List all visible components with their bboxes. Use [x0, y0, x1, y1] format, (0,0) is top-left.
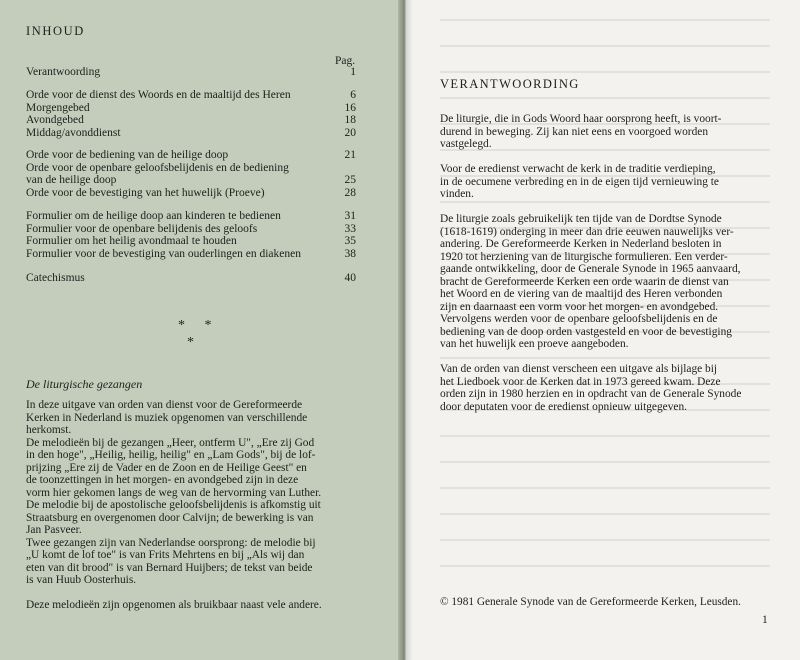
verantwoording-paragraph-4: Van de orden van dienst verscheen een uitgave als bijlage bij het Liedboek voor de Kerken dat in 1973 gereed kwam. Deze orden zijn in 1980 herzien en in opdracht van de Generale Synode door deputaten voor de eredienst opnieuw uitgegeven.	[440, 363, 742, 413]
toc-group-2	[26, 89, 356, 139]
toc-group-3	[26, 149, 356, 199]
toc-entry: Orde voor de dienst des Woords en de maaltijd des Heren 6	[26, 89, 356, 101]
toc-entry: Orde voor de bevestiging van het huwelijk (Proeve) 28	[26, 186, 356, 199]
toc-entry: Catechismus 40	[26, 272, 356, 284]
toc-entry: Formulier om de heilige doop aan kinderen te bedienen 31	[26, 210, 356, 222]
copyright-line: © 1981 Generale Synode van de Gereformeerde Kerken, Leusden.	[440, 596, 741, 608]
verantwoording-paragraph-1: De liturgie, die in Gods Woord haar oorsprong heeft, is voort- durend in beweging. Zij kan niet eens en voorgoed worden vastgelegd.	[440, 113, 722, 150]
section-title: De liturgische gezangen	[26, 377, 143, 391]
toc-group-4	[26, 210, 356, 260]
ornament-stars: * *	[178, 318, 220, 333]
toc-entry: Formulier voor de openbare belijdenis des geloofs 33	[26, 222, 356, 235]
page-number: 1	[762, 614, 768, 626]
toc-entry: Orde voor de bediening van de heilige doop 21	[26, 149, 356, 161]
contents-title: INHOUD	[26, 24, 85, 38]
toc-group-1	[26, 66, 356, 79]
verantwoording-paragraph-3: De liturgie zoals gebruikelijk ten tijde van de Dordtse Synode (1618-1619) onderging in meer dan drie eeuwen nauwelijks ver- andering. De Gereformeerde Kerken in Nederland besloten in 1920 tot herziening van de liturgische formulieren. Een verder- gaande ontwikkeling, door de Generale Synode in 1965 aanvaard, bracht de Gereformeerde Kerken een orde waarin de dienst van het Woord en de viering van de maaltijd des Heren verbonden zijn en daarnaast een vorm voor het morgen- en avondgebed. Vervolgens werden voor de openbare geloofsbelijdenis en de bediening van de doop orden vastgesteld en voor de bevestiging van het huwelijk een proeve aangeboden.	[440, 213, 741, 350]
verantwoording-paragraph-2: Voor de eredienst verwacht de kerk in de traditie verdieping, in de oecumene verbreding en in de eigen tijd vernieuwing te vinden.	[440, 163, 719, 200]
toc-entry: van de heilige doop 25	[26, 174, 356, 186]
book-gutter	[398, 0, 412, 660]
toc-entry: Verantwoording 1	[26, 66, 356, 78]
toc-entry: Orde voor de openbare geloofsbelijdenis en de bediening	[26, 161, 289, 174]
toc-entry: Formulier voor de bevestiging van ouderlingen en diakenen 38	[26, 247, 356, 260]
page-column-label: Pag.	[335, 55, 356, 67]
toc-entry: Formulier om het heilig avondmaal te houden 35	[26, 235, 356, 247]
toc-entry: Morgengebed 16	[26, 101, 356, 114]
ornament-star: *	[187, 335, 194, 350]
verantwoording-title: VERANTWOORDING	[440, 77, 580, 91]
toc-entry: Middag/avonddienst 20	[26, 126, 356, 139]
toc-entry: Avondgebed 18	[26, 114, 356, 126]
gezangen-paragraph: In deze uitgave van orden van dienst voor de Gereformeerde Kerken in Nederland is muziek opgenomen van verschillende herkomst. De melodieën bij de gezangen „Heer, ontferm U", „Ere zij God in den hoge", „Heilig, heilig, heilig" en „Lam Gods", bij de lof- prijzing „Ere zij de Vader en de Zoon en de Heilige Geest" en de toonzettingen in het morgen- en avondgebed zijn in deze vorm hier gekomen langs de weg van de hervorming van Luther. De melodie bij de apostolische geloofsbelijdenis is afkomstig uit Straatsburg en overgenomen door Calvijn; de bewerking is van Jan Pasveer. Twee gezangen zijn van Nederlandse oorsprong: de melodie bij „U komt de lof toe" is van Frits Mehrtens en bij „Als wij dan eten van dit brood" is van Bernard Huijbers; de tekst van beide is van Huub Oosterhuis.	[26, 399, 322, 586]
toc-group-5	[26, 272, 356, 285]
closing-paragraph: Deze melodieën zijn opgenomen als bruikbaar naast vele andere.	[26, 599, 322, 611]
